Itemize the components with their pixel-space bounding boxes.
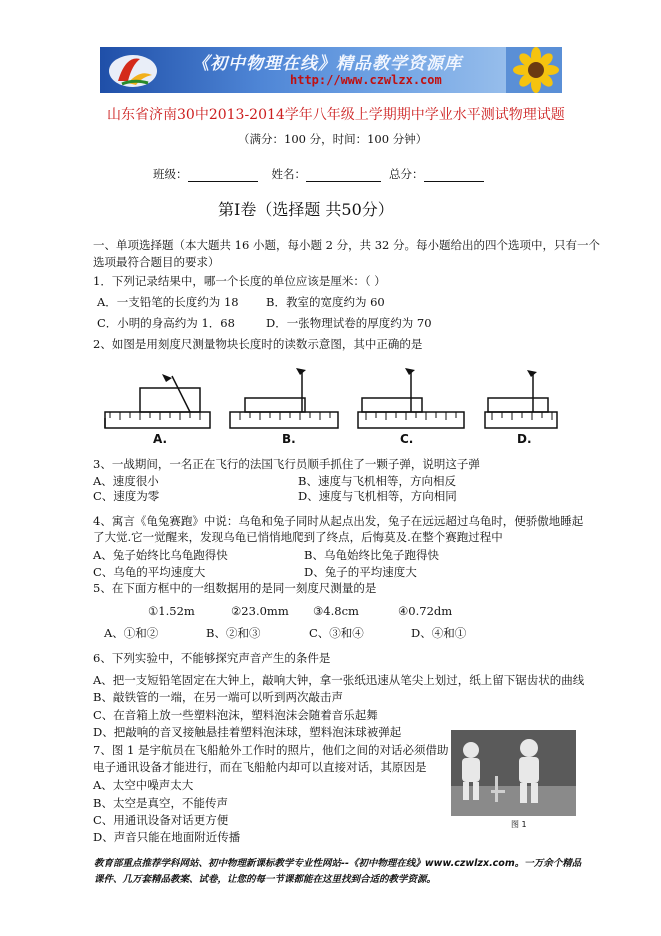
score-time: （满分：100 分，时间：100 分钟） bbox=[238, 132, 428, 146]
q6-option-c[interactable]: C、在音箱上放一些塑料泡沫，塑料泡沫会随着音乐起舞 bbox=[93, 708, 378, 722]
figure-caption: 图 1 bbox=[511, 820, 527, 829]
banner-title: 《初中物理在线》精品教学资源库 bbox=[192, 54, 462, 74]
q4-stem-line-2: 了大觉.它一觉醒来，发现乌龟已悄悄地爬到了终点，后悔莫及.在整个赛跑过程中 bbox=[93, 530, 503, 544]
intro-line-2: 选项最符合题目的要求） bbox=[93, 255, 220, 269]
q4-option-c[interactable]: C、乌龟的平均速度大 bbox=[93, 565, 206, 579]
q5-option-c[interactable]: C、③和④ bbox=[309, 626, 364, 640]
q2-stem: 2、如图是用刻度尺测量物块长度时的读数示意图，其中正确的是 bbox=[93, 337, 423, 351]
q4-stem-line-1: 4、寓言《龟兔赛跑》中说：乌龟和兔子同时从起点出发，兔子在远远超过乌龟时，便骄傲地睡起 bbox=[93, 514, 584, 528]
q6-stem: 6、下列实验中，不能够探究声音产生的条件是 bbox=[93, 651, 331, 665]
q4-option-d[interactable]: D、兔子的平均速度大 bbox=[304, 565, 417, 579]
ruler-label-d: D. bbox=[517, 432, 532, 446]
q5-option-b[interactable]: B、②和③ bbox=[206, 626, 261, 640]
q7-option-a[interactable]: A、太空中噪声太大 bbox=[93, 778, 194, 792]
banner-url[interactable]: http://www.czwlzx.com bbox=[290, 73, 442, 87]
class-label: 班级： bbox=[153, 167, 188, 181]
ruler-label-c: C. bbox=[400, 432, 414, 446]
total-label: 总分： bbox=[389, 167, 424, 181]
q6-option-d[interactable]: D、把敲响的音叉接触悬挂着塑料泡沫球，塑料泡沫球被弹起 bbox=[93, 725, 402, 739]
q1-option-a[interactable]: A．一支铅笔的长度约为 18 bbox=[97, 295, 239, 309]
q6-option-a[interactable]: A、把一支短铅笔固定在大钟上，敲响大钟，拿一张纸迅速从笔尖上划过，纸上留下锯齿状的曲线 bbox=[93, 673, 585, 687]
student-info-row bbox=[153, 166, 484, 182]
q5-data-1: ①1.52m bbox=[148, 604, 195, 618]
q6-option-b[interactable]: B、敲铁管的一端，在另一端可以听到两次敲击声 bbox=[93, 690, 343, 704]
q7-stem-line-2: 电子通讯设备才能进行，而在飞船舱内却可以直接对话，其原因是 bbox=[93, 760, 427, 774]
q3-option-a[interactable]: A、速度很小 bbox=[93, 474, 159, 488]
name-label: 姓名： bbox=[271, 167, 306, 181]
name-field[interactable] bbox=[306, 169, 381, 182]
q7-option-b[interactable]: B、太空是真空，不能传声 bbox=[93, 796, 228, 810]
ruler-label-a: A. bbox=[153, 432, 168, 446]
q5-data-4: ④0.72dm bbox=[398, 604, 453, 618]
q1-option-c[interactable]: C．小明的身高约为 1．68 bbox=[97, 316, 235, 330]
q1-stem: 1．下列记录结果中，哪一个长度的单位应该是厘米：（ ） bbox=[93, 274, 386, 288]
ruler-figure bbox=[100, 362, 560, 446]
logo-icon bbox=[106, 51, 160, 89]
q5-data-2: ②23.0mm bbox=[231, 604, 289, 618]
q5-stem: 5、在下面方框中的一组数据用的是同一刻度尺测量的是 bbox=[93, 581, 377, 595]
astronaut-photo bbox=[451, 730, 576, 816]
q7-option-d[interactable]: D、声音只能在地面附近传播 bbox=[93, 830, 241, 844]
q1-option-b[interactable]: B．教室的宽度约为 60 bbox=[266, 295, 385, 309]
footer-ad: 教育部重点推荐学科网站、初中物理新课标教学专业性网站--《初中物理在线》www.czwlzx.com。一万余个精品课件、几万套精品教案、试卷，让您的每一节课都能在这里找到合适的教学资源。 bbox=[94, 858, 582, 885]
q3-stem: 3、一战期间，一名正在飞行的法国飞行员顺手抓住了一颗子弹，说明这子弹 bbox=[93, 457, 480, 471]
q5-option-a[interactable]: A、①和② bbox=[104, 626, 159, 640]
q3-option-c[interactable]: C、速度为零 bbox=[93, 489, 160, 503]
header-banner bbox=[100, 47, 562, 93]
q5-data-3: ③4.8cm bbox=[313, 604, 359, 618]
total-field[interactable] bbox=[424, 169, 484, 182]
intro-line-1: 一、单项选择题（本大题共 16 小题，每小题 2 分，共 32 分。每小题给出的四个选项中，只有一个 bbox=[93, 238, 601, 252]
q4-option-a[interactable]: A、兔子始终比乌龟跑得快 bbox=[93, 548, 228, 562]
q7-stem-line-1: 7、图 1 是宇航员在飞船舱外工作时的照片，他们之间的对话必须借助 bbox=[93, 743, 449, 757]
q3-option-d[interactable]: D、速度与飞机相等，方向相同 bbox=[298, 489, 457, 503]
sunflower-icon bbox=[506, 47, 562, 93]
section-title: 第Ⅰ卷（选择题 共50分） bbox=[218, 200, 394, 219]
class-field[interactable] bbox=[188, 169, 258, 182]
q4-option-b[interactable]: B、乌龟始终比兔子跑得快 bbox=[304, 548, 439, 562]
ruler-label-b: B. bbox=[282, 432, 296, 446]
q7-option-c[interactable]: C、用通讯设备对话更方便 bbox=[93, 813, 229, 827]
q1-option-d[interactable]: D．一张物理试卷的厚度约为 70 bbox=[266, 316, 432, 330]
exam-title: 山东省济南30中2013-2014学年八年级上学期期中学业水平测试物理试题 bbox=[107, 107, 565, 123]
q3-option-b[interactable]: B、速度与飞机相等，方向相反 bbox=[298, 474, 456, 488]
q5-option-d[interactable]: D、④和① bbox=[411, 626, 467, 640]
